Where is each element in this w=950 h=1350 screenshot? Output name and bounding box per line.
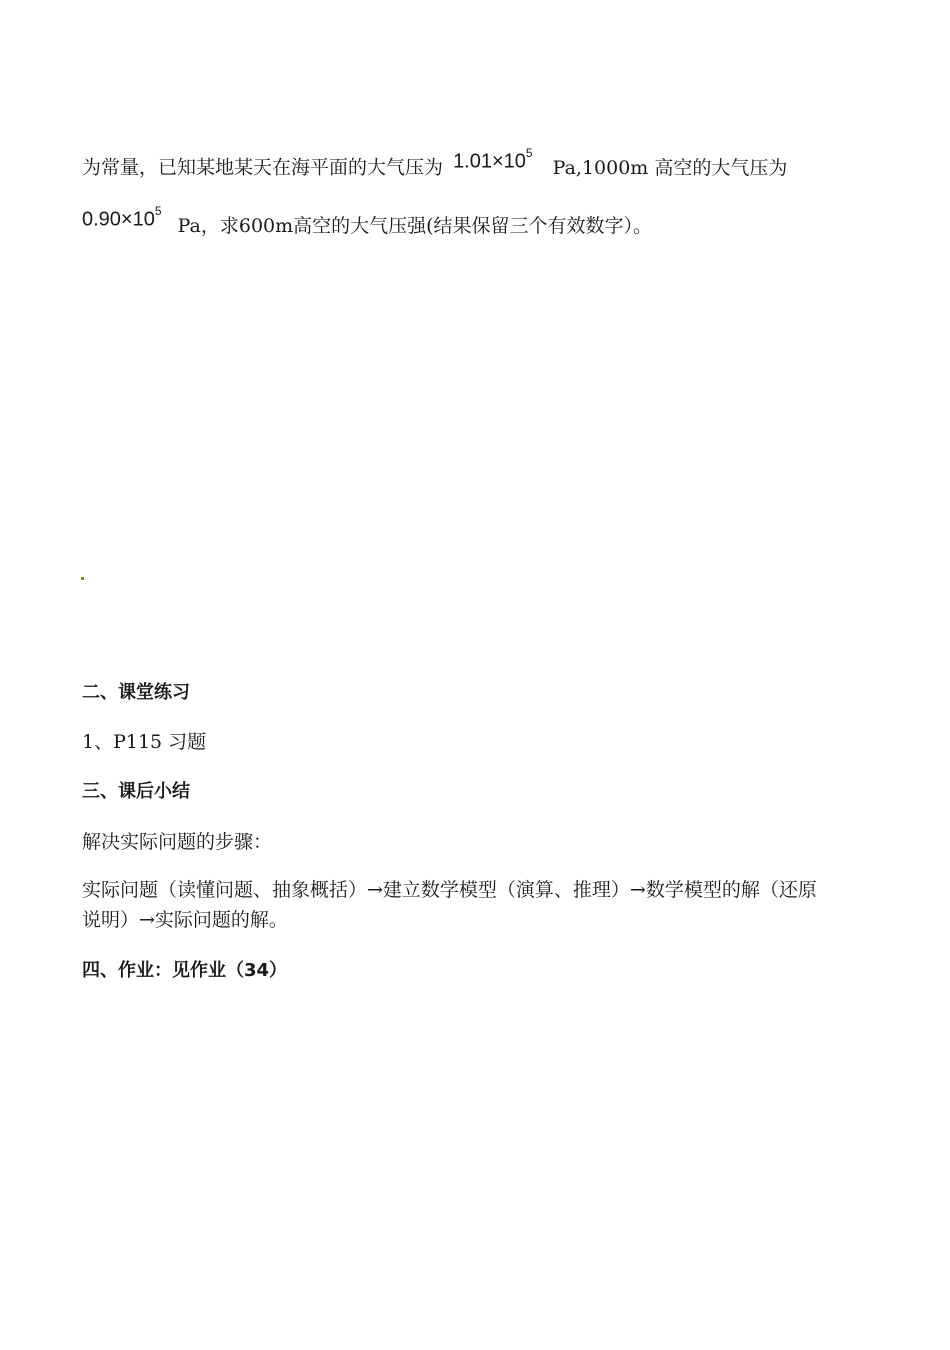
problem-text-1a: 为常量，已知某地某天在海平面的大气压为 [82,156,444,179]
formula-1-exponent: 5 [525,146,533,160]
formula-1000m-pressure [82,202,162,232]
summary-steps-line-1: 实际问题（读懂问题、抽象概括）→建立数学模型（演算、推理）→数学模型的解（还原 [82,879,817,901]
stray-mark [81,577,84,580]
formula-1-base: 1.01×10 [453,150,526,173]
summary-steps-line-2: 说明）→实际问题的解。 [82,909,288,931]
formula-2-base: 0.90×10 [82,208,155,231]
problem-line-2 [82,204,653,238]
problem-text-1b: Pa,1000m 高空的大气压为 [552,156,788,179]
summary-intro: 解决实际问题的步骤： [82,831,273,853]
formula-sea-level-pressure [453,144,533,174]
section-3-heading: 三、课后小结 [82,781,190,802]
section-2-item-1: 1、P115 习题 [82,731,207,753]
formula-2-exponent: 5 [154,204,162,218]
problem-text-2b: Pa，求600m高空的大气压强(结果保留三个有效数字）。 [177,214,653,237]
section-4-heading: 四、作业：见作业（34） [82,960,288,981]
problem-line-1 [82,146,788,180]
section-2-heading: 二、课堂练习 [82,682,190,703]
